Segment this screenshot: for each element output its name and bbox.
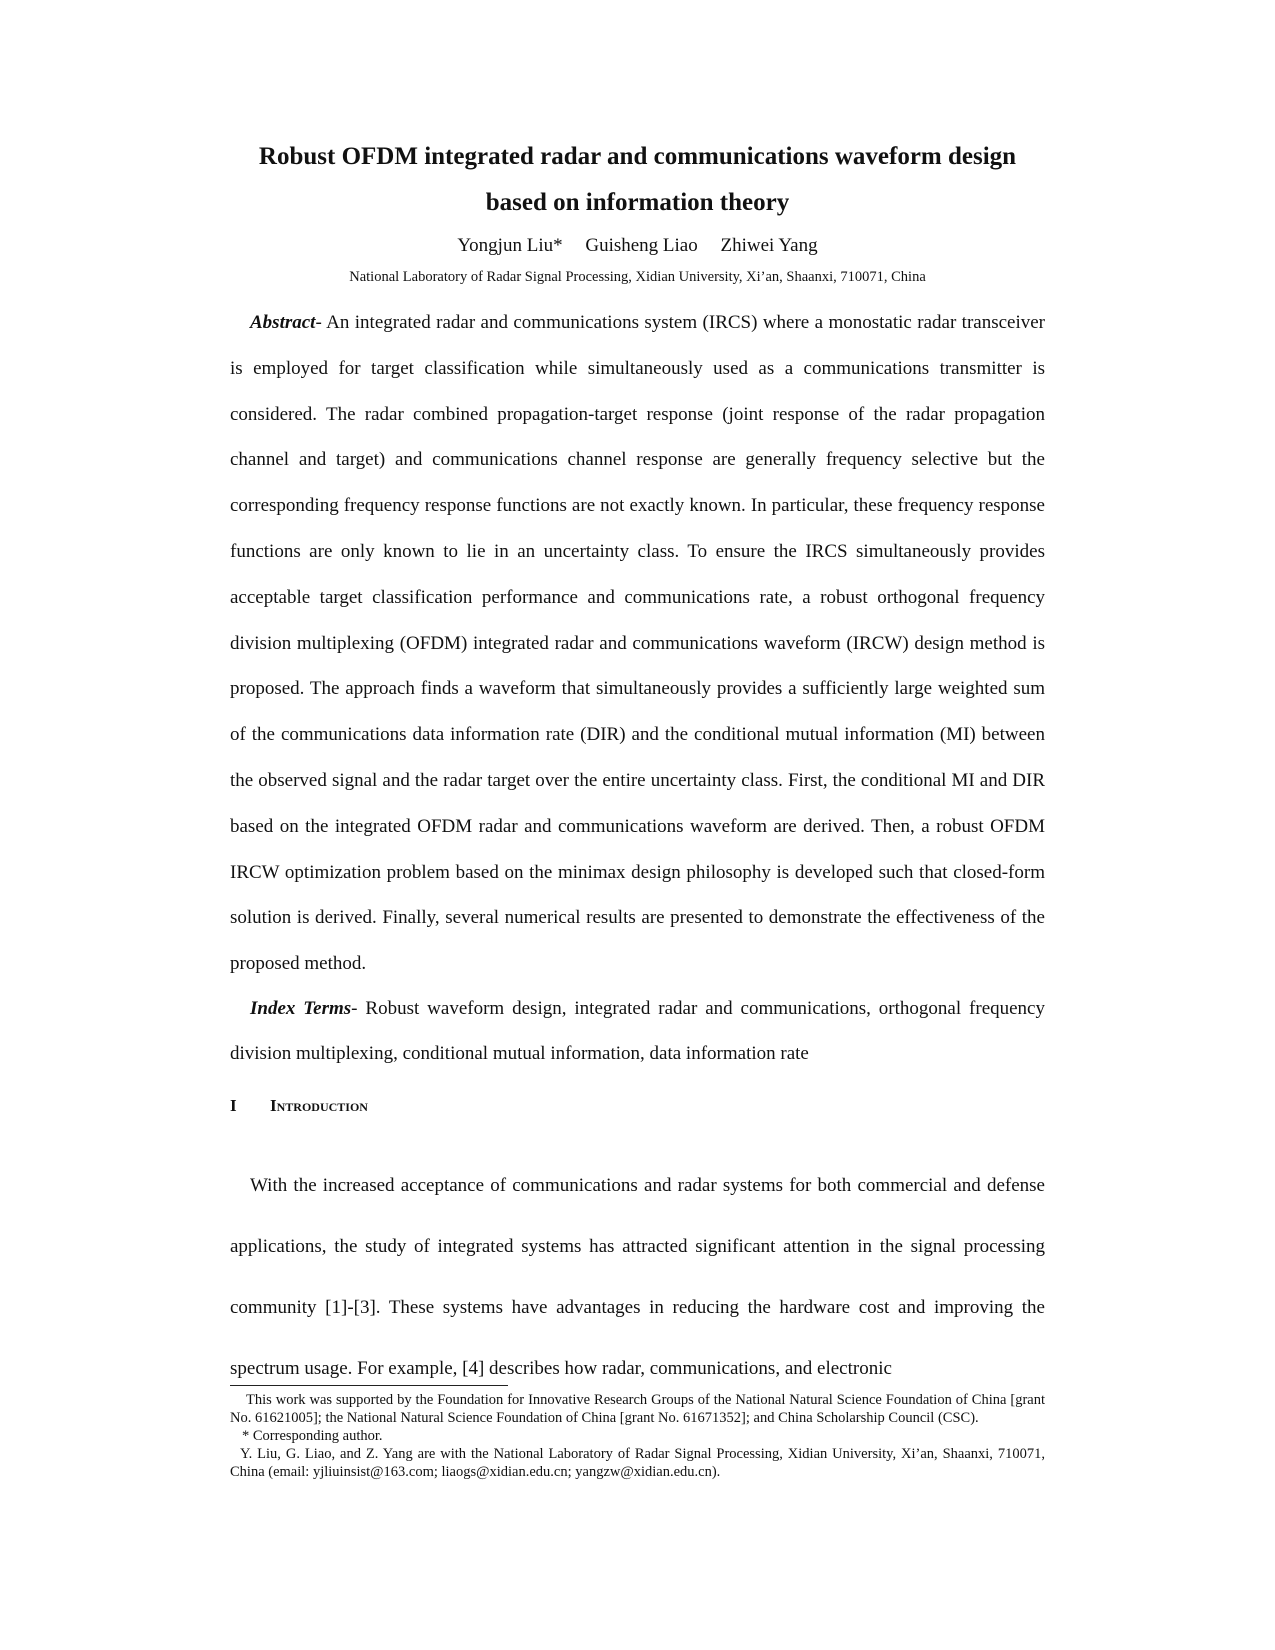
footnote-corresponding-author: * Corresponding author.	[242, 1428, 383, 1444]
index-terms-separator: -	[351, 998, 366, 1019]
introduction-paragraph: With the increased acceptance of communications and radar systems for both commercial and defense applications, the study of integrated systems has attracted significant attention in the signal processing community [1]-[3]. These systems have advantages in reducing the hardware cost and improving the spectrum usage. For example, [4] describes how radar, communications, and electronic	[230, 1175, 1045, 1379]
footnote-divider	[230, 1385, 508, 1386]
paper-title-line-1: Robust OFDM integrated radar and communications waveform design	[258, 143, 1017, 170]
author-name: Zhiwei Yang	[720, 235, 818, 256]
abstract-text: An integrated radar and communications system (IRCS) where a monostatic radar transceiver is employed for target classification while simultaneously used as a communications transmitter is considered. The radar combined propagation-target response (joint response of the radar propagation channel and target) and communications channel response are generally frequency selective but the corresponding frequency response functions are not exactly known. In particular, these frequency response functions are only known to lie in an uncertainty class. To ensure the IRCS simultaneously provides acceptable target classification performance and communications rate, a robust orthogonal frequency division multiplexing (OFDM) integrated radar and communications waveform (IRCW) design method is proposed. The approach finds a waveform that simultaneously provides a sufficiently large weighted sum of the communications data information rate (DIR) and the conditional mutual information (MI) between the observed signal and the radar target over the entire uncertainty class. First, the conditional MI and DIR based on the integrated OFDM radar and communications waveform are derived. Then, a robust OFDM IRCW optimization problem based on the minimax design philosophy is developed such that closed-form solution is derived. Finally, several numerical results are presented to demonstrate the effectiveness of the proposed method.	[230, 312, 1046, 975]
footnote-funding: This work was supported by the Foundation for Innovative Research Groups of the National Natural Science Foundation of China [grant No. 61621005]; the National Natural Science Foundation of China [grant No. 61671352]; and China Scholarship Council (CSC).	[230, 1392, 1045, 1426]
author-affiliation: National Laboratory of Radar Signal Processing, Xidian University, Xi’an, Shaanxi, 710071, China	[349, 269, 926, 285]
index-terms-text: Robust waveform design, integrated radar and communications, orthogonal frequency division multiplexing, conditional mutual information, data information rate	[230, 998, 1045, 1064]
abstract-separator: -	[315, 312, 327, 333]
footnote-author-info: Y. Liu, G. Liao, and Z. Yang are with the National Laboratory of Radar Signal Processing, Xidian University, Xi’an, Shaanxi, 710071, China (email: yjliuinsist@163.com; liaogs@xidian.edu.cn; yangzw@xidian.edu.cn).	[230, 1446, 1045, 1480]
index-terms-paragraph	[230, 986, 1045, 1076]
author-list	[180, 235, 1095, 257]
abstract-paragraph	[230, 300, 1045, 987]
author-name: Guisheng Liao	[585, 235, 698, 256]
paper-title-line-2: based on information theory	[485, 189, 790, 216]
abstract-label: Abstract	[250, 312, 316, 333]
section-number: I	[230, 1096, 237, 1115]
footnotes	[230, 1391, 1045, 1481]
author-name: Yongjun Liu*	[457, 235, 563, 256]
section-heading-introduction	[230, 1096, 368, 1116]
index-terms-label: Index Terms	[250, 998, 352, 1019]
section-title: Introduction	[270, 1096, 368, 1115]
